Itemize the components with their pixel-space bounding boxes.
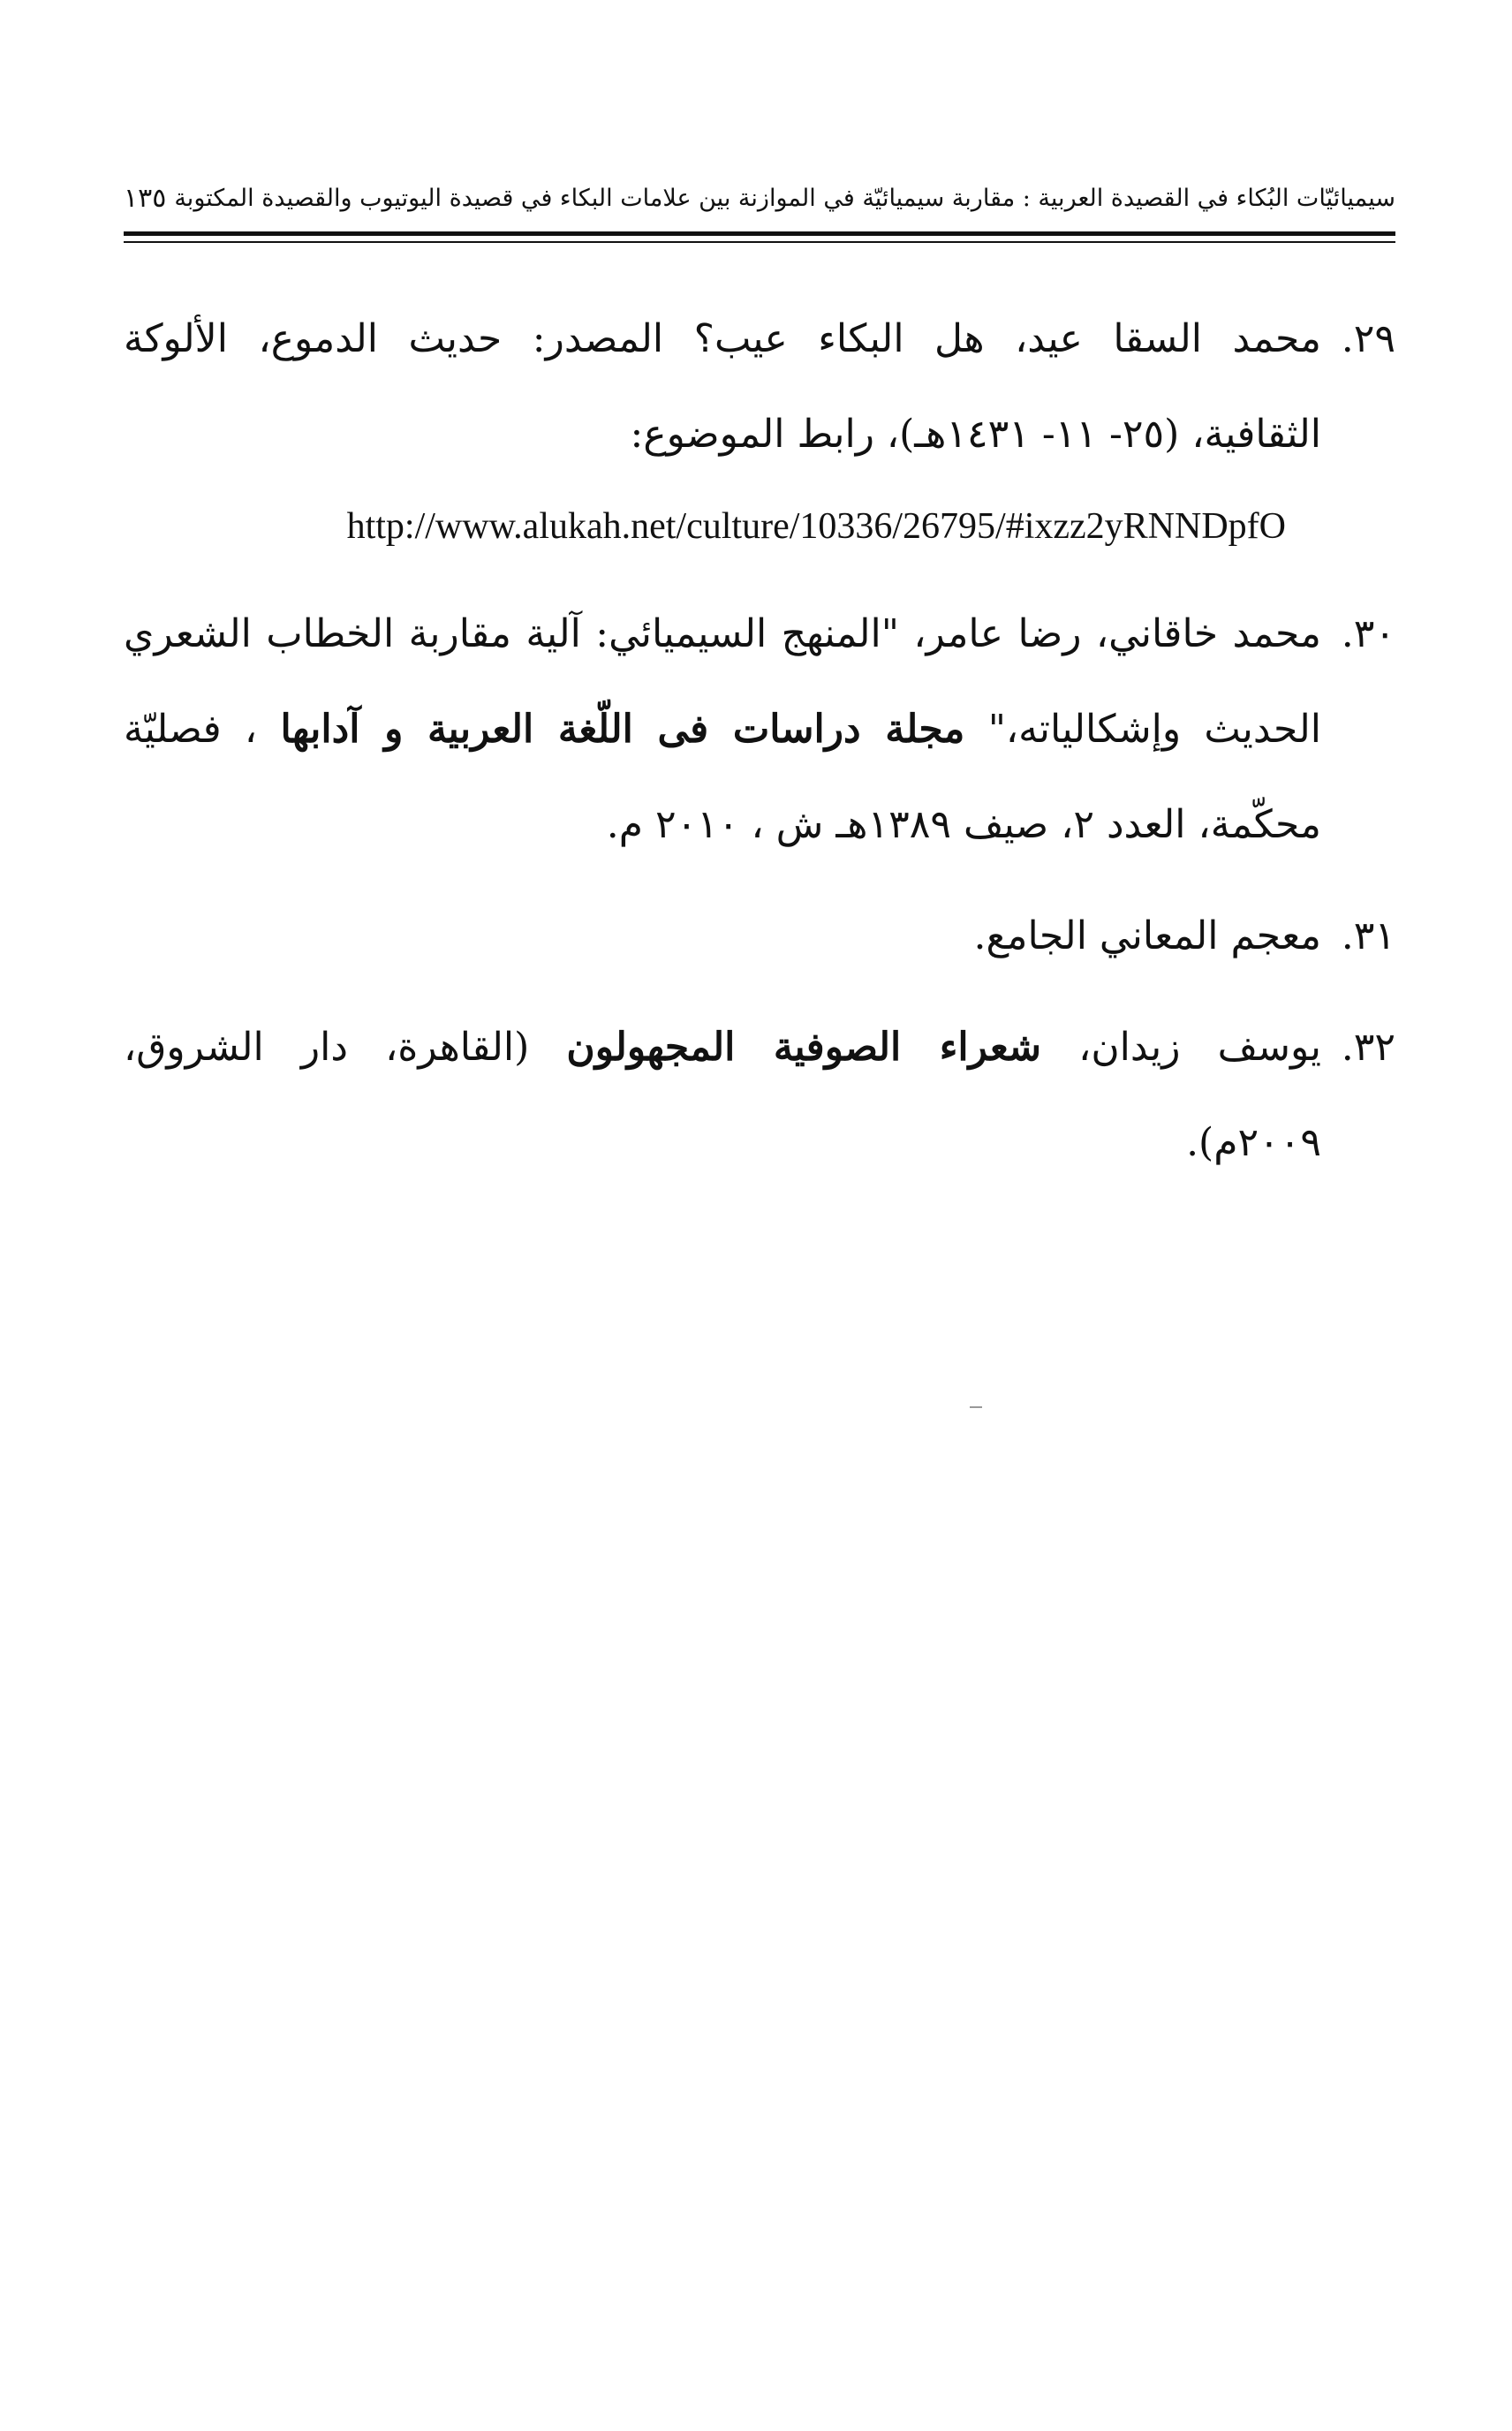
reference-text-segment: (القاهرة، دار الشروق،	[124, 1025, 530, 1070]
reference-text-segment: الحديث وإشكالياته،"	[987, 707, 1321, 752]
running-title: سيميائيّات البُكاء في القصيدة العربية : مقاربة سيميائيّة في الموازنة بين علامات البكاء في قصيدة اليوتيوب والقصيدة المكتوبة	[174, 185, 1395, 212]
reference-text-line: معجم المعاني الجامع.	[973, 913, 1321, 958]
references-list	[124, 292, 1395, 1207]
page-number: ١٣٥	[124, 183, 167, 214]
reference-text-line	[124, 682, 1321, 777]
reference-item-29	[124, 292, 1395, 571]
reference-text-line: محكّمة، العدد ٢، صيف ١٣٨٩هـ ش ، ٢٠١٠ م.	[606, 802, 1321, 847]
header-rule-thin	[124, 241, 1395, 243]
reference-url[interactable]: http://www.alukah.net/culture/10336/26795/#ixzz2yRNNDpfO	[346, 506, 1286, 547]
reference-number: ٣١.	[1341, 913, 1395, 958]
book-title: شعراء الصوفية المجهولون	[566, 1025, 1041, 1070]
stray-mark	[970, 1406, 982, 1408]
reference-item-30	[124, 587, 1395, 873]
reference-text-line: الثقافية، (٢٥- ١١- ١٤٣١هـ)، رابط الموضوع:	[630, 412, 1321, 457]
reference-item-32	[124, 1000, 1395, 1191]
reference-text-segment: يوسف زيدان،	[1078, 1025, 1321, 1070]
reference-item-31	[124, 889, 1395, 984]
reference-number: ٣٢.	[1341, 1025, 1395, 1070]
reference-text-line	[124, 1000, 1321, 1095]
journal-title: مجلة دراسات فى اللّغة العربية و آدابها	[280, 707, 965, 752]
reference-text-segment: ، فصليّة	[124, 707, 258, 752]
reference-text-line: ٢٠٠٩م).	[1186, 1120, 1321, 1165]
running-header	[124, 177, 1395, 221]
header-rule-thick	[124, 231, 1395, 236]
reference-number: ٢٩.	[1341, 316, 1395, 361]
reference-number: ٣٠.	[1341, 611, 1395, 656]
reference-text-line: محمد خاقاني، رضا عامر، "المنهج السيميائي: آلية مقاربة الخطاب الشعري	[124, 611, 1321, 656]
reference-text-line: محمد السقا عيد، هل البكاء عيب؟ المصدر: حديث الدموع، الألوكة	[124, 316, 1321, 361]
